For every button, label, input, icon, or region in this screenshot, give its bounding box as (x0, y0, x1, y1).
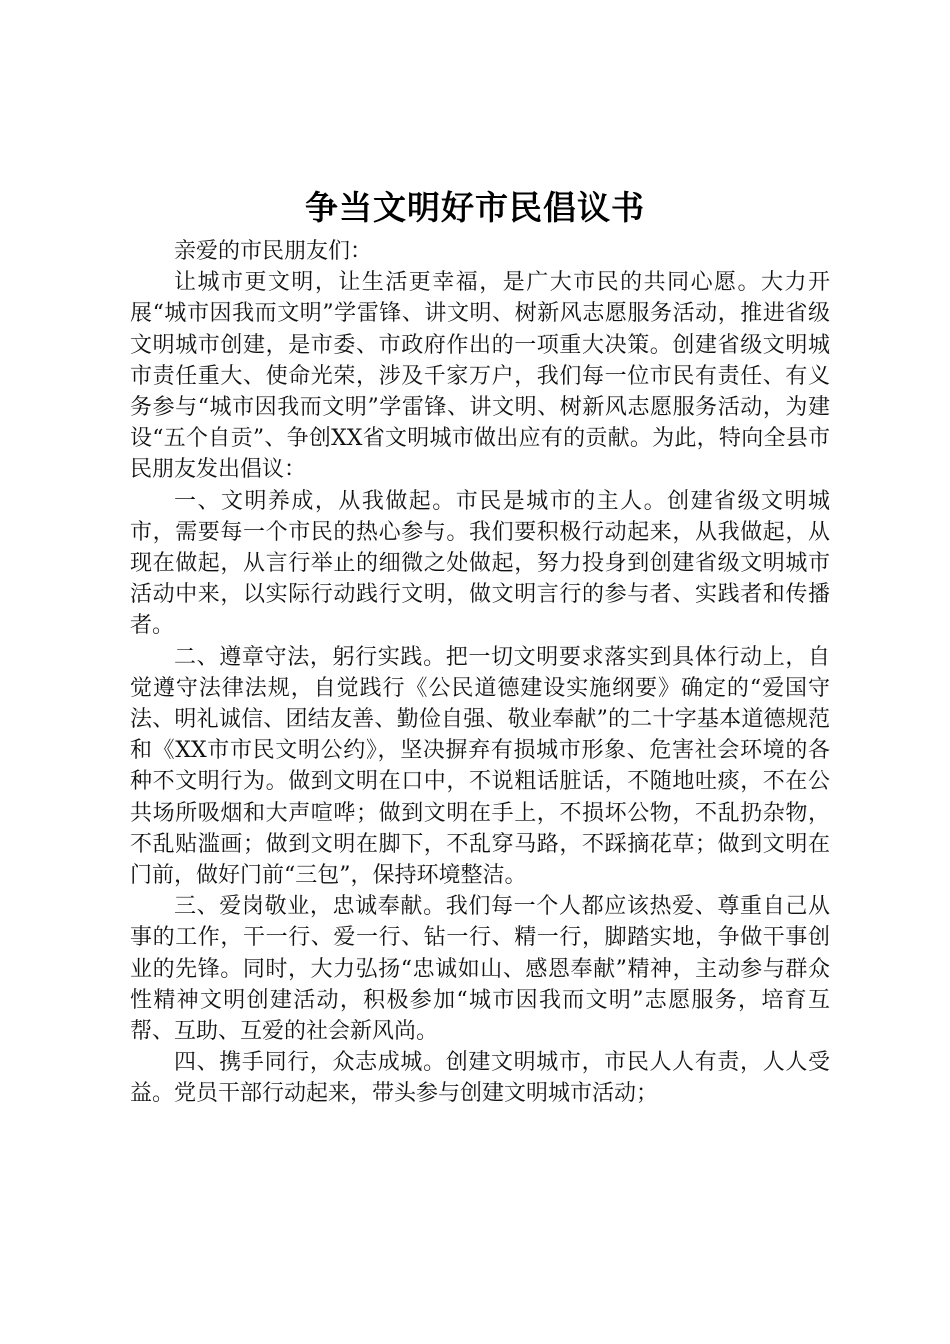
paragraph-point-2: 二、遵章守法，躬行实践。把一切文明要求落实到具体行动上，自觉遵守法律法规，自觉践行《公民道德建设实施纲要》确定的“爱国守法、明礼诚信、团结友善、勤俭自强、敬业奉献”的二十字基本道德规范和《XX市市民文明公约》，坚决摒弃有损城市形象、危害社会环境的各种不文明行为。做到文明在口中，不说粗话脏话，不随地吐痰，不在公共场所吸烟和大声喧哗；做到文明在手上，不损坏公物，不乱扔杂物，不乱贴滥画；做到文明在脚下，不乱穿马路，不踩摘花草；做到文明在门前，做好门前“三包”，保持环境整洁。 (130, 644, 830, 889)
document-body (130, 236, 830, 1110)
greeting-line: 亲爱的市民朋友们： (174, 239, 373, 264)
paragraph-intro: 让城市更文明，让生活更幸福，是广大市民的共同心愿。大力开展“城市因我而文明”学雷锋、讲文明、树新风志愿服务活动，推进省级文明城市创建，是市委、市政府作出的一项重大决策。创建省级文明城市责任重大、使命光荣，涉及千家万户，我们每一位市民有责任、有义务参与“城市因我而文明”学雷锋、讲文明、树新风志愿服务活动，为建设“五个自贡”、争创XX省文明城市做出应有的贡献。为此，特向全县市民朋友发出倡议： (130, 270, 830, 483)
document-title: 争当文明好市民倡议书 (305, 188, 645, 227)
paragraph-point-3: 三、爱岗敬业，忠诚奉献。我们每一个人都应该热爱、尊重自己从事的工作，干一行、爱一行、钻一行、精一行，脚踏实地，争做干事创业的先锋。同时，大力弘扬“忠诚如山、感恩奉献”精神，主动参与群众性精神文明创建活动，积极参加“城市因我而文明”志愿服务，培育互帮、互助、互爱的社会新风尚。 (130, 894, 830, 1045)
paragraph-point-1: 一、文明养成，从我做起。市民是城市的主人。创建省级文明城市，需要每一个市民的热心参与。我们要积极行动起来，从我做起，从现在做起，从言行举止的细微之处做起，努力投身到创建省级文明城市活动中来，以实际行动践行文明，做文明言行的参与者、实践者和传播者。 (130, 488, 830, 639)
paragraph-point-4: 四、携手同行，众志成城。创建文明城市，市民人人有责，人人受益。党员干部行动起来，带头参与创建文明城市活动； (130, 1050, 830, 1107)
